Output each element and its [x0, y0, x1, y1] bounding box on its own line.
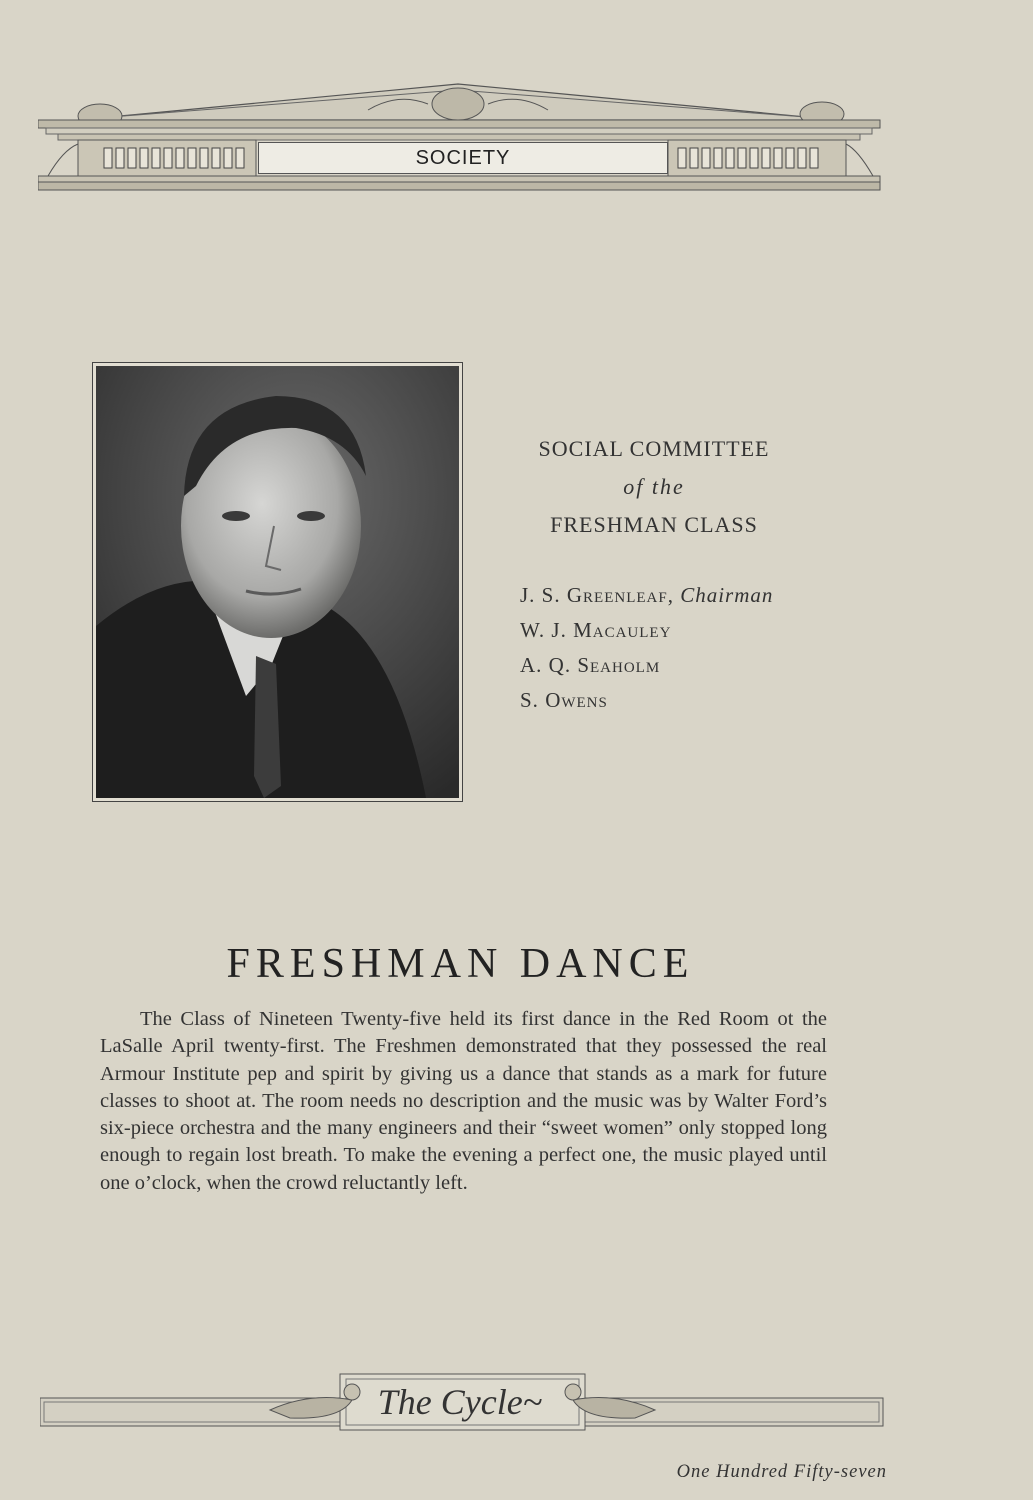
portrait-photo: [92, 362, 463, 802]
header-banner: [38, 80, 883, 192]
committee-heading: [520, 430, 788, 544]
member-item: [520, 648, 1000, 683]
member-name: Seaholm: [577, 653, 661, 677]
page-number: One Hundred Fifty-seven: [676, 1462, 887, 1482]
committee-title-line1: SOCIAL COMMITTEE: [538, 436, 770, 461]
committee-title-line2: of the: [623, 474, 685, 499]
member-name: Owens: [545, 688, 608, 712]
member-name: Greenleaf: [566, 583, 668, 607]
member-item: [520, 683, 1000, 718]
section-label: SOCIETY: [258, 142, 668, 174]
member-initials: J. S.: [520, 583, 561, 607]
social-committee: [520, 430, 1000, 718]
portrait-image: [96, 366, 459, 798]
member-initials: W. J.: [520, 618, 567, 642]
footer-emblem-text: The Cycle~: [377, 1382, 543, 1422]
member-name: Macauley: [573, 618, 672, 642]
member-role: Chairman: [680, 583, 774, 607]
member-initials: S.: [520, 688, 539, 712]
member-item: [520, 613, 1000, 648]
member-item: J. S. Greenleaf, Chairman: [520, 583, 774, 607]
article-title: FRESHMAN DANCE: [226, 941, 695, 987]
member-initials: A. Q.: [520, 653, 572, 677]
header-ornament: [38, 80, 883, 192]
committee-title-line3: FRESHMAN CLASS: [550, 512, 758, 537]
member-list: [520, 578, 1000, 718]
article-body: The Class of Nineteen Twenty-five held its first dance in the Red Room ot the LaSalle April twenty-first. The Freshmen demonstrated that they possessed the real Armour Institute pep and spirit by giving us a dance that stands as a mark for future classes to shoot at. The room needs no description and the music was by Walter Ford’s six-piece orchestra and the many engineers and their “sweet women” only stopped long enough to regain lost breath. To make the evening a perfect one, the music played until one o’clock, when the crowd reluctantly left.: [100, 1008, 827, 1194]
